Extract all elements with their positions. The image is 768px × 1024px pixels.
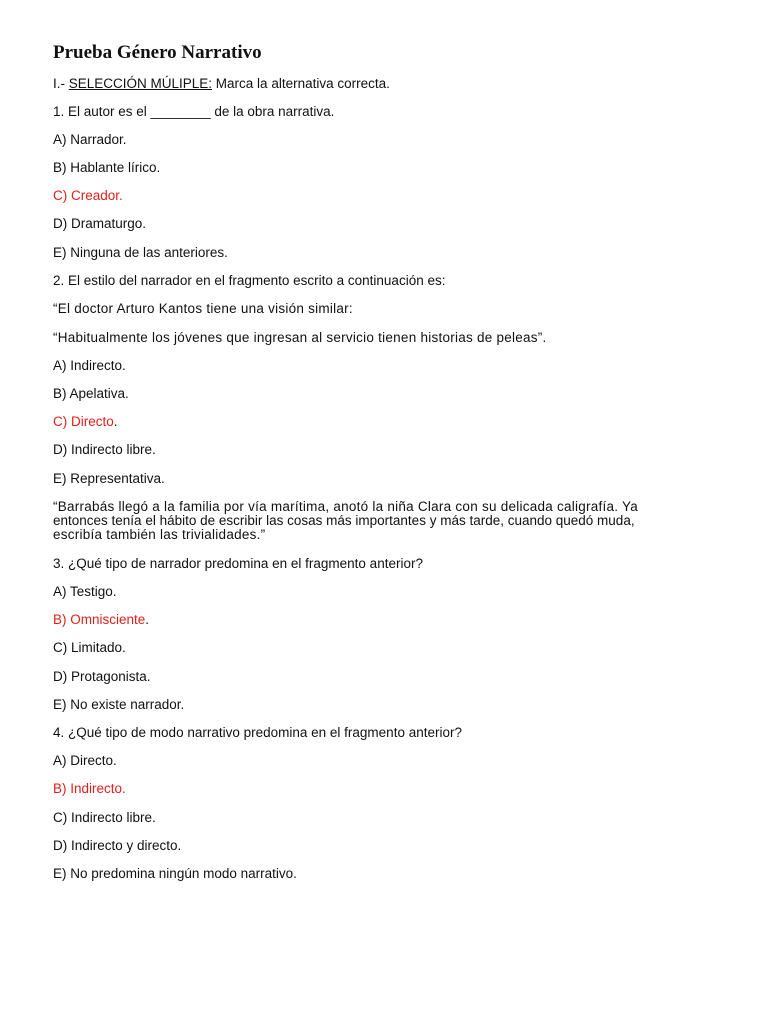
section-prefix: I.- (53, 76, 69, 91)
question-3-option-b-correct: B) Omnisciente (53, 612, 146, 627)
question-2-option-c-correct: C) Directo (53, 414, 114, 429)
question-1-option-d: D) Dramaturgo. (53, 216, 147, 231)
question-3-option-e: E) No existe narrador. (53, 697, 185, 712)
question-2-option-c-line (53, 414, 118, 430)
question-2-quote-1: “El doctor Arturo Kantos tiene una visión similar: (53, 301, 353, 316)
question-1-option-e: E) Ninguna de las anteriores. (53, 245, 228, 260)
question-2-option-d: D) Indirecto libre. (53, 442, 156, 457)
section-heading: SELECCIÓN MÚLIPLE: (68, 76, 213, 91)
passage-fragment (53, 500, 723, 542)
question-4-option-a: A) Directo. (53, 753, 117, 768)
page-title: Prueba Género Narrativo (53, 42, 262, 63)
question-2-option-e: E) Representativa. (53, 471, 165, 486)
question-3-option-d: D) Protagonista. (53, 669, 151, 684)
question-3-prompt: 3. ¿Qué tipo de narrador predomina en el fragmento anterior? (53, 556, 423, 571)
passage-line-3: escribía también las trivialidades.” (53, 527, 266, 542)
question-1-option-b: B) Hablante lírico. (53, 160, 161, 175)
section-instruction (53, 76, 390, 92)
question-2-option-c-period: . (113, 414, 118, 429)
question-4-prompt: 4. ¿Qué tipo de modo narrativo predomina en el fragmento anterior? (53, 725, 462, 740)
section-instruction-text: Marca la alternativa correcta. (212, 76, 390, 91)
question-3-option-c: C) Limitado. (53, 640, 126, 655)
question-4-option-c: C) Indirecto libre. (53, 810, 156, 825)
question-2-option-b: B) Apelativa. (53, 386, 129, 401)
question-4-option-d: D) Indirecto y directo. (53, 838, 182, 853)
question-2-option-a: A) Indirecto. (53, 358, 126, 373)
passage-line-2: entonces tenía el hábito de escribir las cosas más importantes y más tarde, cuando quedó muda, (53, 513, 635, 528)
question-1-prompt: 1. El autor es el ________ de la obra narrativa. (53, 104, 335, 119)
question-4-option-b-correct: B) Indirecto. (53, 781, 126, 796)
question-3-option-a: A) Testigo. (53, 584, 117, 599)
question-3-option-b-period: . (145, 612, 150, 627)
question-1-option-c-correct: C) Creador. (53, 188, 123, 203)
question-2-quote-2: “Habitualmente los jóvenes que ingresan al servicio tienen historias de peleas”. (53, 330, 547, 345)
question-4-option-e: E) No predomina ningún modo narrativo. (53, 866, 297, 881)
question-3-option-b-line (53, 612, 149, 628)
question-2-prompt: 2. El estilo del narrador en el fragmento escrito a continuación es: (53, 273, 446, 288)
passage-line-1: “Barrabás llegó a la familia por vía marítima, anotó la niña Clara con su delicada caligrafía. Ya (53, 499, 639, 514)
question-1-option-a: A) Narrador. (53, 132, 127, 147)
